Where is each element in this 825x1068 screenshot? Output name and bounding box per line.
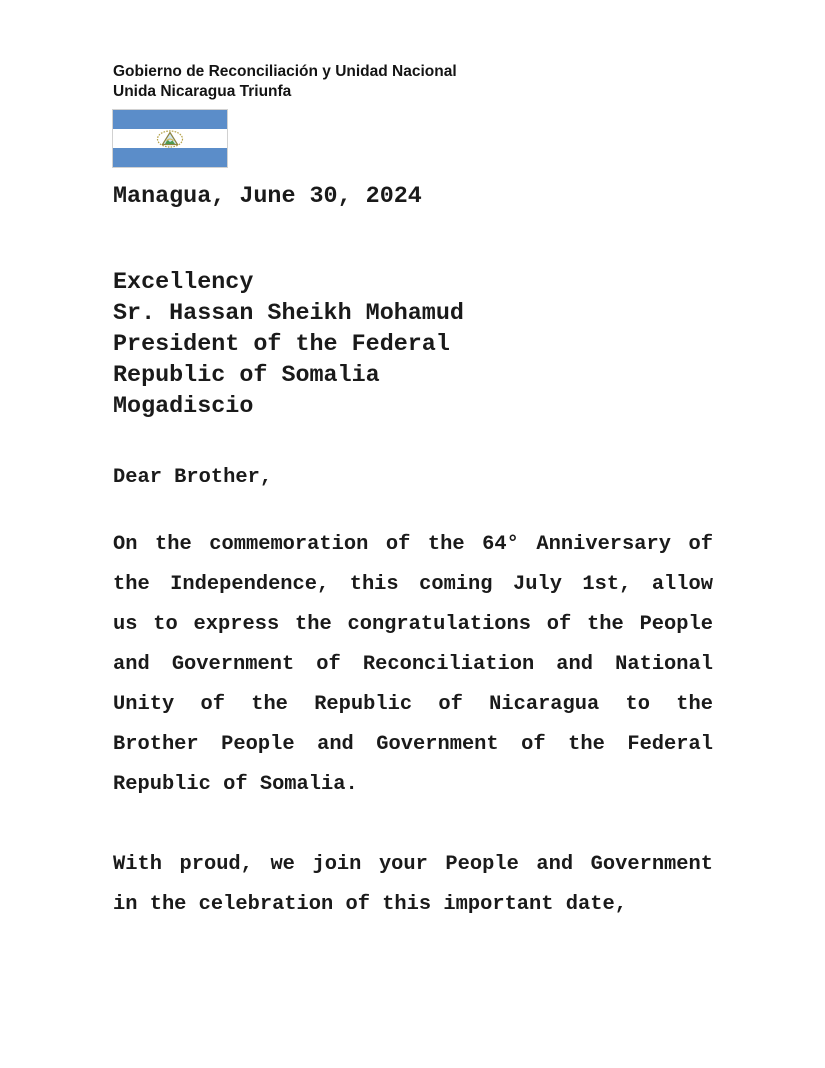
- body-paragraph-1: [113, 525, 713, 805]
- addressee-block: [113, 268, 464, 423]
- letterhead: [113, 62, 457, 102]
- body-line: in the celebration of this important date,: [113, 893, 627, 916]
- body-line: us to express the congratulations of the People: [113, 613, 713, 636]
- addressee-line: Mogadiscio: [113, 394, 254, 420]
- addressee-line: Excellency: [113, 270, 254, 296]
- body-line: and Government of Reconciliation and National: [113, 653, 713, 676]
- body-line: Republic of Somalia.: [113, 773, 358, 796]
- flag-stripe-top: [113, 110, 227, 129]
- salutation: Dear Brother,: [113, 466, 273, 489]
- flag-stripe-bottom: [113, 148, 227, 167]
- nicaragua-flag: [113, 110, 227, 167]
- body-line: With proud, we join your People and Government: [113, 853, 713, 876]
- body-paragraph-2: [113, 845, 713, 925]
- addressee-line: Sr. Hassan Sheikh Mohamud: [113, 301, 464, 327]
- body-line: Brother People and Government of the Federal: [113, 733, 713, 756]
- body-line: Unity of the Republic of Nicaragua to the: [113, 693, 713, 716]
- addressee-line: Republic of Somalia: [113, 363, 380, 389]
- letterhead-line-1: Gobierno de Reconciliación y Unidad Nacional: [113, 63, 457, 80]
- body-line: the Independence, this coming July 1st, allow: [113, 573, 713, 596]
- dateline: Managua, June 30, 2024: [113, 184, 422, 210]
- body-line: On the commemoration of the 64° Anniversary of: [113, 533, 713, 556]
- addressee-line: President of the Federal: [113, 332, 450, 358]
- letterhead-line-2: Unida Nicaragua Triunfa: [113, 83, 292, 100]
- coat-of-arms-icon: [156, 130, 184, 148]
